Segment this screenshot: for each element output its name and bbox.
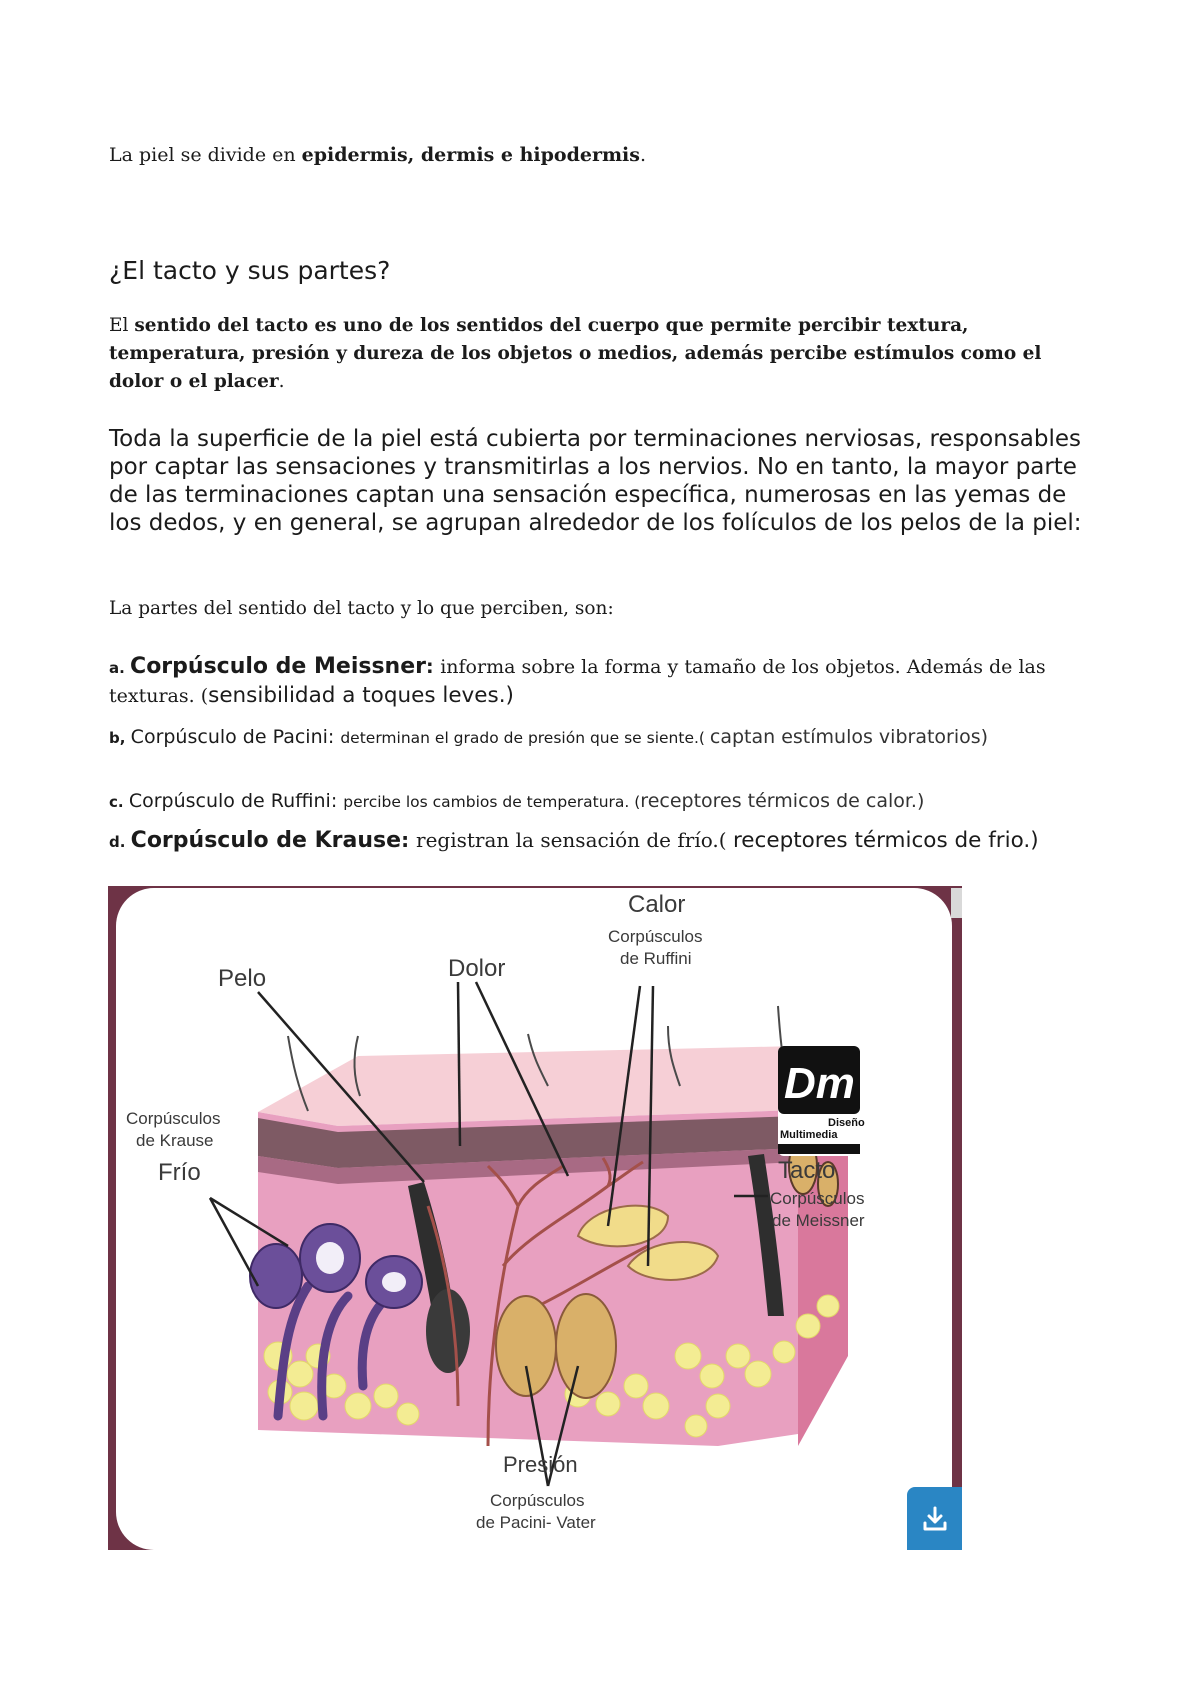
parts-intro: La partes del sentido del tacto y lo que perciben, son: [109,598,614,619]
label-krause-1: Corpúsculos [126,1109,221,1128]
label-pelo: Pelo [218,965,267,992]
item-description: determinan el grado de presión que se siente.( [340,729,710,747]
paragraph1-first: El [109,315,135,336]
list-item-meissner [109,653,1099,711]
label-ruffini-2: de Ruffini [620,949,692,968]
touch-definition-paragraph [109,312,1099,396]
label-pacini-2: de Pacini- Vater [476,1513,596,1532]
label-calor: Calor [628,891,686,918]
paragraph1-suffix: . [278,371,285,392]
download-icon [920,1504,950,1534]
dm-logo [778,1046,865,1156]
skin-diagram [108,886,962,1550]
label-frio: Frío [158,1159,201,1186]
logo-mark: Dm [784,1059,855,1108]
item-note: captan estímulos vibratorios) [709,726,989,748]
list-item-pacini [109,724,1099,751]
item-description: percibe los cambios de temperatura. ( [343,793,641,811]
item-term: Corpúsculo de Krause [130,828,402,853]
list-item-ruffini [109,790,1099,813]
download-button[interactable] [907,1487,962,1550]
label-krause-2: de Krause [136,1131,214,1150]
item-colon: : [401,828,417,852]
item-term: Corpúsculo de Ruffini [128,790,331,812]
label-dolor: Dolor [448,955,506,982]
nerve-endings-paragraph: Toda la superficie de la piel está cubierta por terminaciones nerviosas, responsables por captar las sensaciones y transmitirlas a los nervios. No en tanto, la mayor parte de las terminaciones captan una sensación específica, numerosas en las yemas de los dedos, y en general, se agrupan alrededor de los folículos de los pelos de la piel: [109,426,1082,536]
intro-prefix: La piel se divide en [109,144,302,166]
label-meissner-2: de Meissner [772,1211,865,1230]
item-letter: b, [109,729,131,747]
item-note: sensibilidad a toques leves.) [208,683,514,708]
logo-line1: Diseño [828,1117,865,1129]
item-colon: : [425,656,441,678]
label-meissner-1: Corpúsculos [770,1189,865,1208]
intro-suffix: . [639,144,647,166]
item-note: receptores térmicos de frio.) [732,828,1039,853]
section-heading: ¿El tacto y sus partes? [109,256,391,285]
item-description: registran la sensación de frío.( [416,828,733,852]
item-letter: a. [109,659,131,677]
item-letter: d. [109,833,131,851]
item-colon: : [327,726,341,748]
list-item-krause [109,828,1099,853]
item-description: informa sobre la forma y tamaño de los objetos. Además de las texturas. ( [109,656,1046,707]
item-letter: c. [109,793,129,811]
intro-bold-layers: epidermis, dermis e hipodermis [301,144,640,166]
paragraph1-bold: sentido del tacto es uno de los sentidos del cuerpo que permite percibir textura, temperatura, presión y dureza de los objetos o medios, además percibe estímulos como el dolor o el placer [109,315,1042,392]
label-pacini-1: Corpúsculos [490,1491,585,1510]
item-term: Corpúsculo de Meissner [130,654,426,679]
label-tacto: Tacto [778,1157,836,1184]
item-term: Corpúsculo de Pacini [130,726,328,748]
scrollbar-thumb [951,888,962,918]
logo-line2: Multimedia [780,1129,838,1141]
label-presion: Presión [503,1452,578,1477]
intro-paragraph [109,144,1099,166]
item-note: receptores térmicos de calor.) [640,790,925,812]
label-ruffini-1: Corpúsculos [608,927,703,946]
item-colon: : [330,790,344,812]
